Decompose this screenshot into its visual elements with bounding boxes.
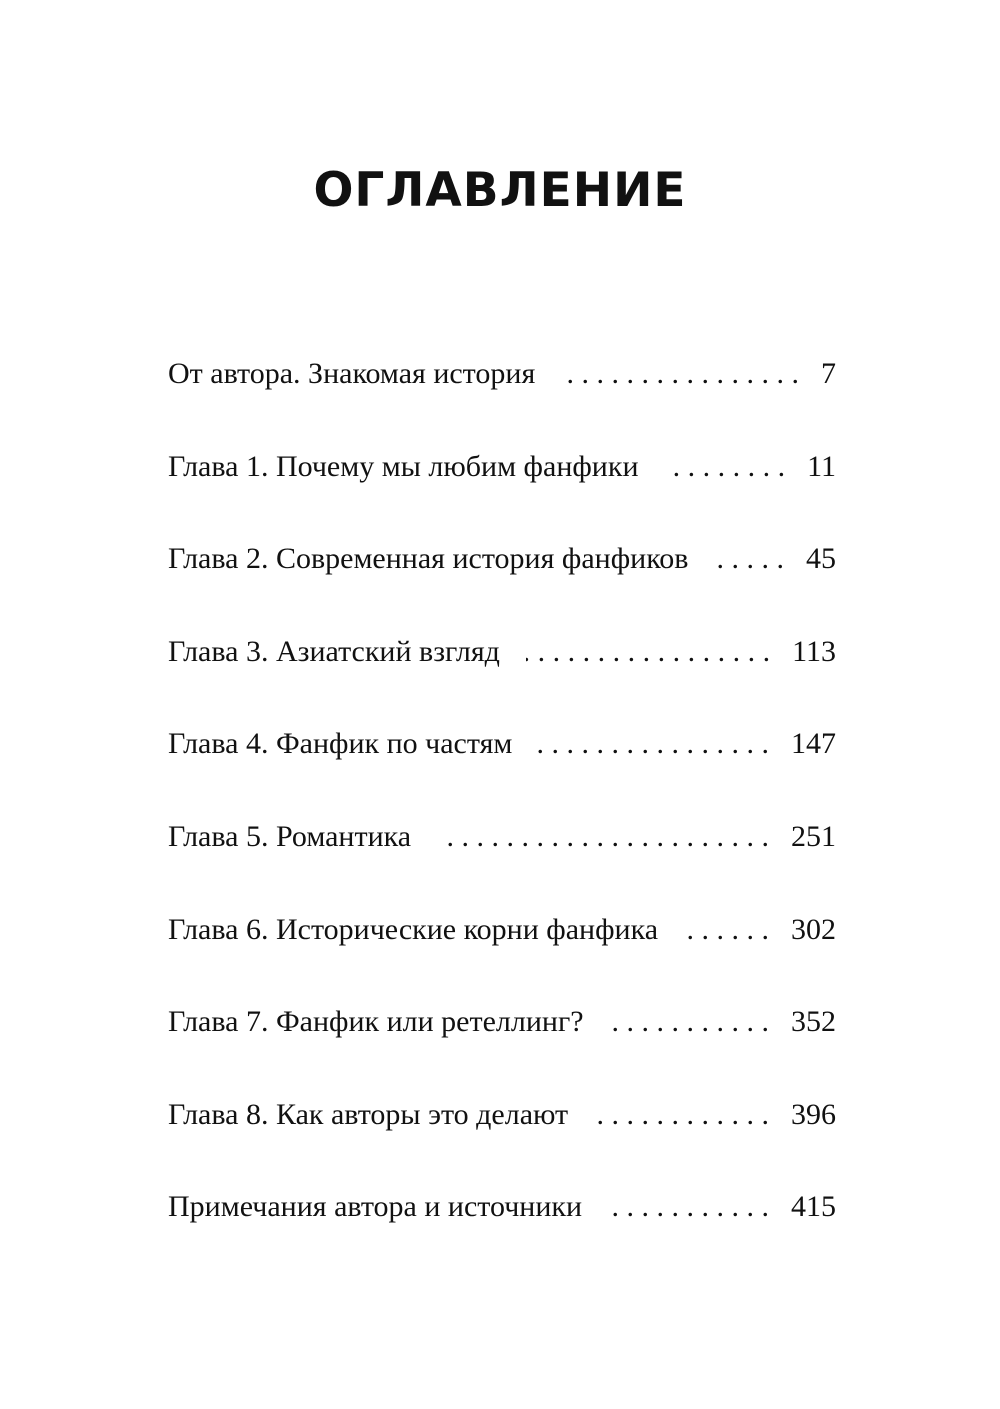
toc-entry [168, 450, 836, 543]
toc-entry-title: От автора. Знакомая история [168, 357, 536, 390]
toc-entry-page: 7 [821, 357, 836, 390]
toc-entry [168, 1005, 836, 1098]
toc-entry-title: Глава 6. Исторические корни фанфика [168, 912, 659, 946]
toc-entry [168, 1098, 836, 1191]
dot-leader [608, 1190, 769, 1224]
toc-entry-page: 11 [807, 449, 836, 483]
toc-entry-page: 45 [806, 542, 836, 576]
toc-entry [168, 635, 836, 728]
toc-entry-page: 147 [791, 727, 836, 761]
toc-entry-title: Глава 1. Почему мы любим фанфики [168, 449, 639, 483]
toc-entry-title: Глава 8. Как авторы это делают [168, 1097, 569, 1131]
toc-entry-title: Глава 3. Азиатский взгляд [168, 634, 500, 668]
toc-entry-page: 415 [791, 1190, 836, 1224]
toc-entry [168, 1190, 836, 1283]
dot-leader [665, 450, 786, 484]
toc-entry [168, 727, 836, 820]
dot-leader [594, 1098, 769, 1132]
toc-entry-title: Глава 2. Современная история фанфиков [168, 542, 689, 576]
table-of-contents [168, 357, 836, 1283]
dot-leader [538, 727, 769, 761]
dot-leader [684, 913, 769, 947]
toc-entry [168, 820, 836, 913]
dot-leader [610, 1005, 769, 1039]
dot-leader [437, 820, 769, 854]
toc-entry-title: Примечания автора и источники [168, 1190, 583, 1224]
dot-leader [526, 635, 770, 669]
toc-entry [168, 913, 836, 1006]
toc-entry-page: 113 [792, 634, 836, 668]
toc-entry-page: 352 [791, 1005, 836, 1039]
toc-entry-title: Глава 7. Фанфик или ретеллинг? [168, 1005, 584, 1039]
page-title: ОГЛАВЛЕНИЕ [313, 163, 687, 218]
toc-entry [168, 542, 836, 635]
dot-leader [714, 542, 784, 576]
dot-leader [561, 357, 799, 391]
toc-entry-page: 396 [791, 1097, 836, 1131]
toc-entry [168, 357, 836, 450]
toc-entry-title: Глава 5. Романтика [168, 819, 412, 853]
toc-entry-title: Глава 4. Фанфик по частям [168, 727, 513, 761]
toc-entry-page: 302 [791, 912, 836, 946]
toc-entry-page: 251 [791, 819, 836, 853]
